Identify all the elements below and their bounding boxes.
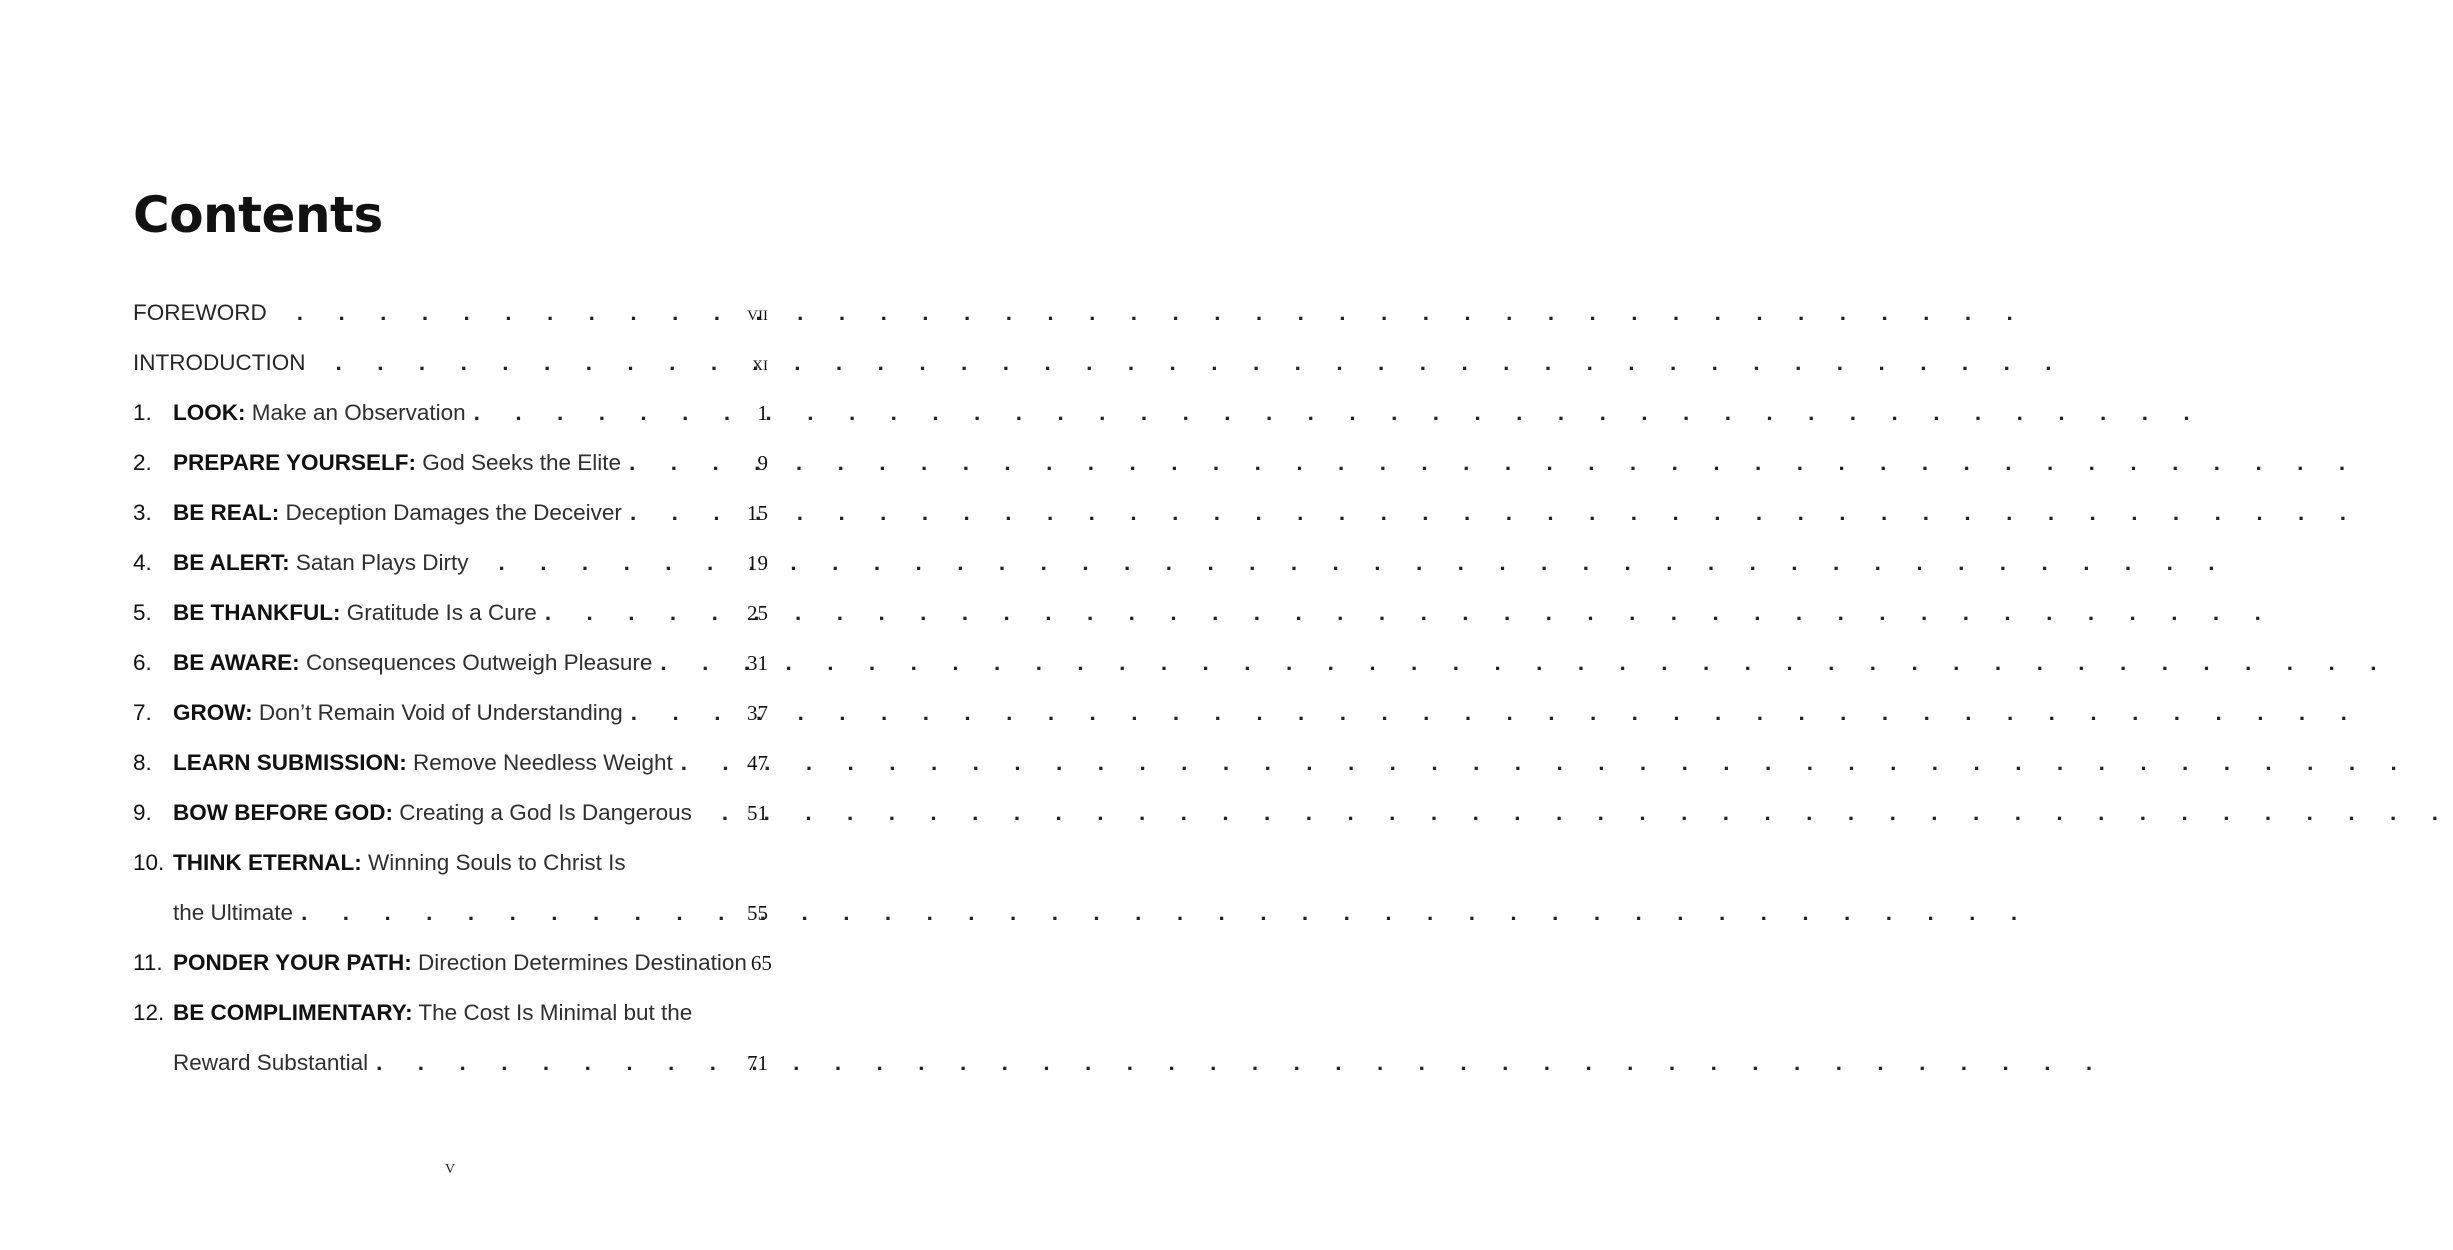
chapter-number: 8. — [133, 750, 152, 775]
dot-leader — [336, 350, 749, 376]
toc-entry-title: INTRODUCTION — [133, 350, 306, 375]
chapter-subtitle: The Cost Is Minimal but the — [412, 1000, 693, 1025]
dot-leader — [297, 300, 743, 326]
toc-entry-3[interactable] — [133, 500, 768, 540]
toc-entry-title: FOREWORD — [133, 300, 267, 325]
chapter-subtitle: Consequences Outweigh Pleasure — [299, 650, 653, 675]
toc-entry-2[interactable] — [133, 450, 768, 490]
toc-page-number: xi — [752, 350, 768, 375]
toc-entry-1[interactable] — [133, 400, 768, 440]
dot-leader — [545, 600, 743, 626]
chapter-label: BE THANKFUL: — [173, 600, 341, 625]
chapter-subtitle: Deception Damages the Deceiver — [279, 500, 622, 525]
chapter-subtitle: Make an Observation — [245, 400, 466, 425]
chapter-number: 3. — [133, 500, 152, 525]
chapter-subtitle-continuation: the Ultimate — [173, 900, 294, 925]
chapter-number: 6. — [133, 650, 152, 675]
toc-entry-6[interactable] — [133, 650, 768, 690]
chapter-number: 12. — [133, 1000, 165, 1025]
dot-leader — [301, 900, 743, 926]
chapter-label: BOW BEFORE GOD: — [173, 800, 393, 825]
chapter-number: 1. — [133, 400, 152, 425]
chapter-label: LEARN SUBMISSION: — [173, 750, 407, 775]
chapter-subtitle: Winning Souls to Christ Is — [361, 850, 626, 875]
page-folio: v — [444, 1156, 456, 1178]
chapter-subtitle: Gratitude Is a Cure — [340, 600, 537, 625]
chapter-subtitle-continuation: Reward Substantial — [173, 1050, 369, 1075]
chapter-label: GROW: — [173, 700, 253, 725]
chapter-label: PREPARE YOURSELF: — [173, 450, 416, 475]
toc-entry-foreword[interactable] — [133, 300, 768, 340]
chapter-number: 7. — [133, 700, 152, 725]
toc-page-number: 25 — [747, 601, 768, 625]
dot-leader — [660, 650, 743, 676]
toc-entry-12[interactable] — [133, 1000, 768, 1040]
toc-entry-5[interactable] — [133, 600, 768, 640]
toc-page-number: 9 — [757, 451, 768, 475]
chapter-subtitle: Creating a God Is Dangerous — [393, 800, 692, 825]
toc-page-number: 37 — [747, 701, 768, 725]
dot-leader — [630, 500, 743, 526]
chapter-number: 2. — [133, 450, 152, 475]
toc-entry-10[interactable] — [133, 850, 768, 890]
chapter-number: 5. — [133, 600, 152, 625]
chapter-label: BE COMPLIMENTARY: — [173, 1000, 413, 1025]
toc-entry-4[interactable] — [133, 550, 768, 590]
toc-page-number: 47 — [747, 751, 768, 775]
dot-leader — [722, 800, 743, 826]
dot-leader — [629, 450, 753, 476]
toc-entry-8[interactable] — [133, 750, 768, 790]
chapter-subtitle: Direction Determines Destination — [411, 950, 747, 975]
chapter-label: THINK ETERNAL: — [173, 850, 362, 875]
toc-page-number: 19 — [747, 551, 768, 575]
toc-page-number: 71 — [747, 1051, 768, 1075]
chapter-label: BE ALERT: — [173, 550, 290, 575]
page-title: Contents — [133, 186, 383, 244]
toc-page-number: 15 — [747, 501, 768, 525]
toc-page-number: 31 — [747, 651, 768, 675]
chapter-label: LOOK: — [173, 400, 246, 425]
toc-entry-12-continuation[interactable] — [133, 1050, 768, 1090]
chapter-label: BE REAL: — [173, 500, 280, 525]
dot-leader — [499, 550, 744, 576]
chapter-number: 9. — [133, 800, 152, 825]
toc-page-number: 51 — [747, 801, 768, 825]
chapter-subtitle: Don’t Remain Void of Understanding — [252, 700, 623, 725]
toc-page-number: 55 — [747, 901, 768, 925]
contents-page — [0, 0, 900, 1250]
dot-leader — [631, 700, 743, 726]
toc-entry-9[interactable] — [133, 800, 768, 840]
chapter-number: 11. — [133, 950, 163, 975]
chapter-label: PONDER YOUR PATH: — [173, 950, 412, 975]
chapter-subtitle: Remove Needless Weight — [406, 750, 673, 775]
chapter-number: 4. — [133, 550, 152, 575]
dot-leader — [681, 750, 743, 776]
toc-page-number: 65 — [750, 951, 772, 975]
toc-page-number: vii — [747, 300, 768, 325]
toc-entry-11[interactable] — [133, 950, 772, 990]
chapter-number: 10. — [133, 850, 165, 875]
chapter-label: BE AWARE: — [173, 650, 300, 675]
dot-leader — [376, 1050, 743, 1076]
toc-entry-7[interactable] — [133, 700, 768, 740]
chapter-subtitle: Satan Plays Dirty — [289, 550, 469, 575]
dot-leader — [474, 400, 754, 426]
toc-entry-introduction[interactable] — [133, 350, 768, 390]
toc-entry-10-continuation[interactable] — [133, 900, 768, 940]
chapter-subtitle: God Seeks the Elite — [415, 450, 622, 475]
toc-page-number: 1 — [757, 401, 768, 425]
